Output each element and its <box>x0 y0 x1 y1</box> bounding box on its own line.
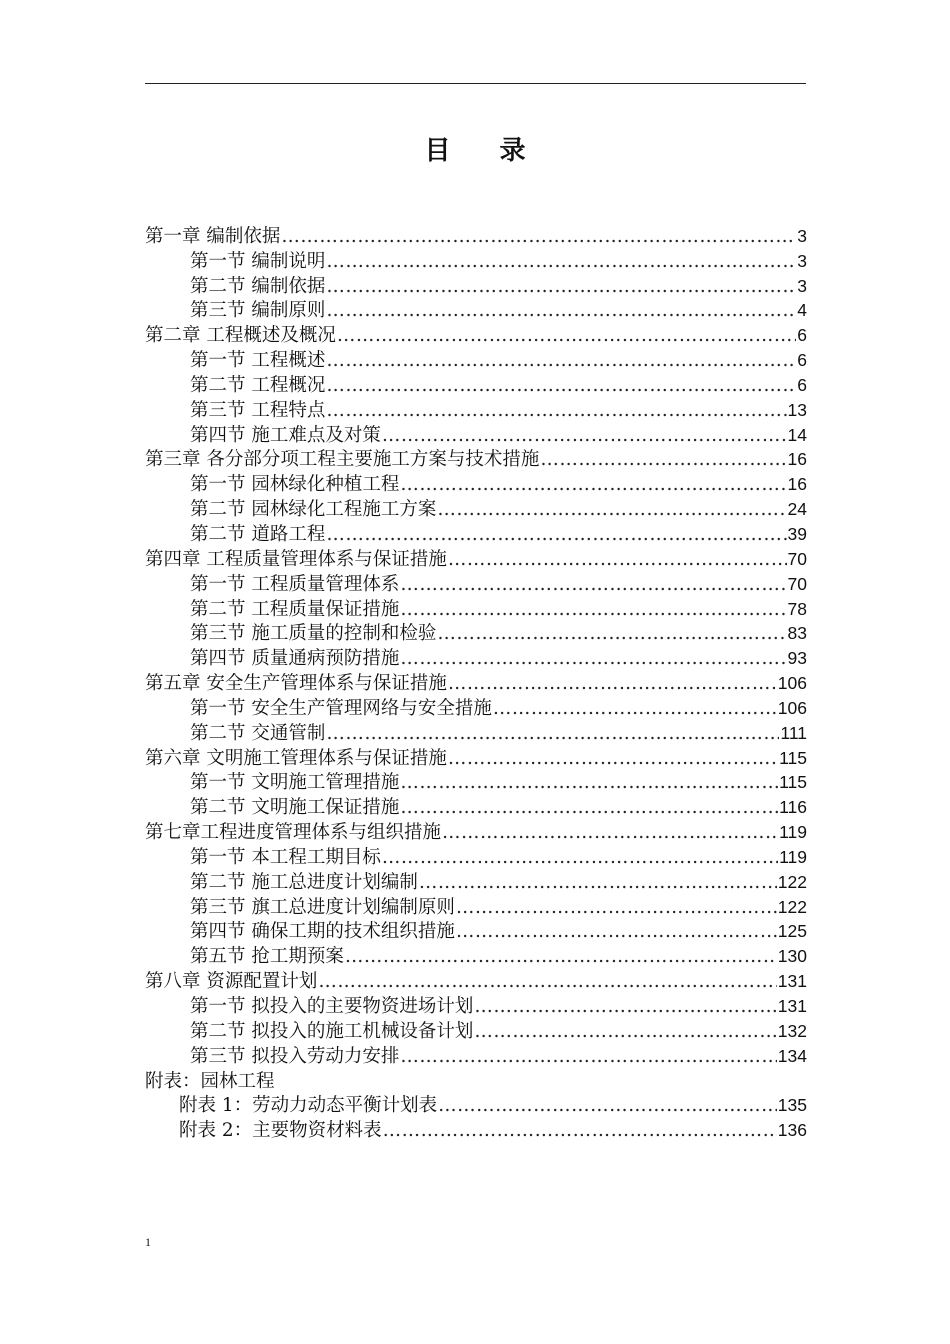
toc-dot-leader <box>438 1094 777 1117</box>
toc-dot-leader <box>400 1045 776 1068</box>
toc-entry-page: 14 <box>787 424 807 445</box>
toc-dot-leader <box>345 945 777 968</box>
toc-entry-label: 第四节 确保工期的技术组织措施 <box>190 921 455 943</box>
toc-entry[interactable] <box>145 869 807 894</box>
toc-entry[interactable] <box>145 968 807 993</box>
toc-entry-page: 16 <box>787 449 807 470</box>
toc-dot-leader <box>382 424 787 447</box>
toc-dot-leader <box>318 970 776 993</box>
toc-dot-leader <box>400 573 786 596</box>
toc-entry[interactable] <box>145 720 807 745</box>
toc-entry-label: 第二节 交通管制 <box>190 722 326 744</box>
toc-dot-leader <box>326 275 796 298</box>
toc-entry-label: 第三节 旗工总进度计划编制原则 <box>190 896 455 918</box>
toc-entry-label: 第一章 编制依据 <box>145 225 281 247</box>
toc-dot-leader <box>419 871 777 894</box>
toc-entry[interactable] <box>145 844 807 869</box>
toc-entry[interactable] <box>145 621 807 646</box>
toc-entry-page: 6 <box>797 350 807 371</box>
toc-dot-leader <box>456 920 777 943</box>
toc-dot-leader <box>326 250 796 273</box>
toc-entry-label: 第二节 园林绿化工程施工方案 <box>190 499 437 521</box>
toc-entry[interactable] <box>145 919 807 944</box>
toc-entry-page: 3 <box>797 225 807 246</box>
toc-entry[interactable] <box>145 794 807 819</box>
toc-dot-leader <box>437 622 786 645</box>
toc-entry[interactable] <box>145 248 807 273</box>
toc-entry-page: 24 <box>787 499 807 520</box>
page-title: 目 录 <box>424 136 546 166</box>
toc-dot-leader <box>337 324 796 347</box>
toc-entry-page: 116 <box>779 797 807 818</box>
toc-entry[interactable] <box>145 695 807 720</box>
toc-entry-label: 第五节 抢工期预案 <box>190 946 344 968</box>
toc-entry-page: 70 <box>787 573 807 594</box>
toc-entry-label: 第三节 工程特点 <box>190 399 326 421</box>
toc-entry[interactable] <box>145 223 807 248</box>
toc-entry-label: 第一节 编制说明 <box>190 250 326 272</box>
toc-dot-leader <box>437 498 786 521</box>
toc-entry-label: 第二节 文明施工保证措施 <box>190 797 400 819</box>
toc-entry[interactable] <box>145 1093 807 1118</box>
toc-entry-page: 132 <box>777 1020 807 1041</box>
toc-dot-leader <box>400 473 786 496</box>
toc-entry-label: 第八章 资源配置计划 <box>145 971 318 993</box>
toc-entry-page: 106 <box>777 673 807 694</box>
toc-entry-page: 106 <box>777 697 807 718</box>
toc-dot-leader <box>540 448 786 471</box>
toc-entry-page: 136 <box>777 1120 807 1141</box>
table-of-contents <box>145 223 807 1142</box>
toc-entry[interactable] <box>145 273 807 298</box>
toc-dot-leader <box>448 548 787 571</box>
toc-entry-label: 第三节 施工质量的控制和检验 <box>190 623 437 645</box>
toc-dot-leader <box>382 846 778 869</box>
toc-entry-page: 83 <box>787 623 807 644</box>
toc-entry-label: 第一节 工程质量管理体系 <box>190 573 400 595</box>
toc-entry-page: 6 <box>797 374 807 395</box>
toc-dot-leader <box>456 896 777 919</box>
toc-entry-page: 93 <box>787 648 807 669</box>
toc-entry[interactable] <box>145 943 807 968</box>
toc-entry-page: 13 <box>787 399 807 420</box>
toc-entry-page: 130 <box>777 946 807 967</box>
toc-entry[interactable] <box>145 571 807 596</box>
toc-entry-page: 115 <box>779 747 807 768</box>
toc-entry[interactable] <box>145 1043 807 1068</box>
toc-entry-page: 125 <box>777 921 807 942</box>
toc-entry[interactable] <box>145 1068 807 1093</box>
toc-entry-label: 第七章工程进度管理体系与组织措施 <box>145 822 442 844</box>
toc-entry-page: 111 <box>780 722 807 743</box>
toc-entry-label: 第一节 安全生产管理网络与安全措施 <box>190 697 492 719</box>
toc-entry-page: 131 <box>777 996 807 1016</box>
toc-entry[interactable] <box>145 546 807 571</box>
toc-entry[interactable] <box>145 819 807 844</box>
toc-dot-leader <box>326 523 786 546</box>
toc-entry-label: 第一节 园林绿化种植工程 <box>190 474 400 496</box>
toc-entry[interactable] <box>145 1018 807 1043</box>
toc-dot-leader <box>448 747 778 770</box>
toc-entry-label: 第一节 工程概述 <box>190 350 326 372</box>
toc-entry-page: 3 <box>797 275 807 296</box>
toc-dot-leader <box>326 399 786 422</box>
toc-entry-page: 4 <box>797 300 807 321</box>
toc-entry-label: 第五章 安全生产管理体系与保证措施 <box>145 673 447 695</box>
toc-entry[interactable] <box>145 397 807 422</box>
toc-entry-label: 第二节 工程质量保证措施 <box>190 598 400 620</box>
page-number: 1 <box>145 1235 151 1249</box>
toc-entry-label: 第一节 本工程工期目标 <box>190 846 381 868</box>
toc-dot-leader <box>326 299 796 322</box>
toc-entry-label: 第六章 文明施工管理体系与保证措施 <box>145 747 447 769</box>
toc-entry[interactable] <box>145 993 807 1018</box>
toc-entry-page: 122 <box>777 871 807 892</box>
toc-entry-label: 第三节 编制原则 <box>190 300 326 322</box>
toc-entry[interactable] <box>145 322 807 347</box>
toc-entry-label: 第四节 质量通病预防措施 <box>190 648 400 670</box>
toc-entry[interactable] <box>145 298 807 323</box>
toc-entry-label: 第一节 拟投入的主要物资进场计划 <box>190 996 474 1017</box>
toc-entry[interactable] <box>145 347 807 372</box>
toc-entry[interactable] <box>145 670 807 695</box>
toc-entry-page: 122 <box>777 896 807 917</box>
toc-entry-page: 39 <box>787 523 807 544</box>
toc-dot-leader <box>383 1119 777 1142</box>
toc-entry[interactable] <box>145 422 807 447</box>
toc-entry-page: 119 <box>779 822 807 843</box>
toc-dot-leader <box>493 697 777 720</box>
toc-entry-label: 第二节 编制依据 <box>190 275 326 297</box>
toc-entry-page: 78 <box>787 598 807 619</box>
toc-dot-leader <box>281 225 796 248</box>
toc-dot-leader <box>326 349 796 372</box>
toc-entry-page: 115 <box>779 772 807 793</box>
toc-dot-leader <box>448 672 777 695</box>
toc-entry-page: 16 <box>787 474 807 495</box>
toc-entry[interactable] <box>145 770 807 795</box>
toc-dot-leader <box>400 598 786 621</box>
toc-dot-leader <box>442 821 778 844</box>
toc-entry-label: 第二章 工程概述及概况 <box>145 325 336 347</box>
toc-dot-leader <box>326 722 779 745</box>
toc-entry-page: 134 <box>777 1045 807 1066</box>
toc-entry[interactable] <box>145 596 807 621</box>
toc-entry[interactable] <box>145 745 807 770</box>
toc-dot-leader <box>400 796 778 819</box>
toc-entry-page: 135 <box>777 1095 807 1116</box>
toc-entry[interactable] <box>145 645 807 670</box>
toc-entry-label: 附表 1：劳动力动态平衡计划表 <box>179 1095 438 1117</box>
toc-entry-page: 6 <box>797 325 807 346</box>
toc-entry-label: 第二节 拟投入的施工机械设备计划 <box>190 1020 474 1042</box>
toc-entry-label: 第一节 文明施工管理措施 <box>190 772 400 794</box>
toc-entry-page: 70 <box>787 548 807 569</box>
toc-dot-leader <box>474 995 776 1018</box>
toc-entry-label: 第二节 道路工程 <box>190 523 326 545</box>
toc-entry[interactable] <box>145 1117 807 1142</box>
toc-entry-label: 第三节 拟投入劳动力安排 <box>190 1045 400 1067</box>
toc-entry[interactable] <box>145 521 807 546</box>
toc-entry-page: 3 <box>797 250 807 271</box>
toc-dot-leader <box>400 771 778 794</box>
toc-entry-label: 第四章 工程质量管理体系与保证措施 <box>145 548 447 570</box>
toc-entry-label: 第二节 工程概况 <box>190 374 326 396</box>
toc-entry-label: 第四节 施工难点及对策 <box>190 424 381 446</box>
header-rule <box>145 83 806 84</box>
toc-entry-label: 附表 2：主要物资材料表 <box>179 1120 382 1142</box>
toc-entry[interactable] <box>145 496 807 521</box>
toc-dot-leader <box>474 1020 776 1043</box>
toc-entry-label: 第二节 施工总进度计划编制 <box>190 871 418 893</box>
toc-entry-page: 119 <box>779 846 807 867</box>
toc-entry-page: 131 <box>777 971 807 992</box>
toc-entry[interactable] <box>145 894 807 919</box>
toc-entry-label: 附表：园林工程 <box>145 1070 275 1092</box>
toc-entry-label: 第三章 各分部分项工程主要施工方案与技术措施 <box>145 449 540 471</box>
toc-entry[interactable] <box>145 471 807 496</box>
toc-dot-leader <box>400 647 786 670</box>
toc-entry[interactable] <box>145 372 807 397</box>
toc-dot-leader <box>326 374 796 397</box>
toc-entry[interactable] <box>145 447 807 472</box>
